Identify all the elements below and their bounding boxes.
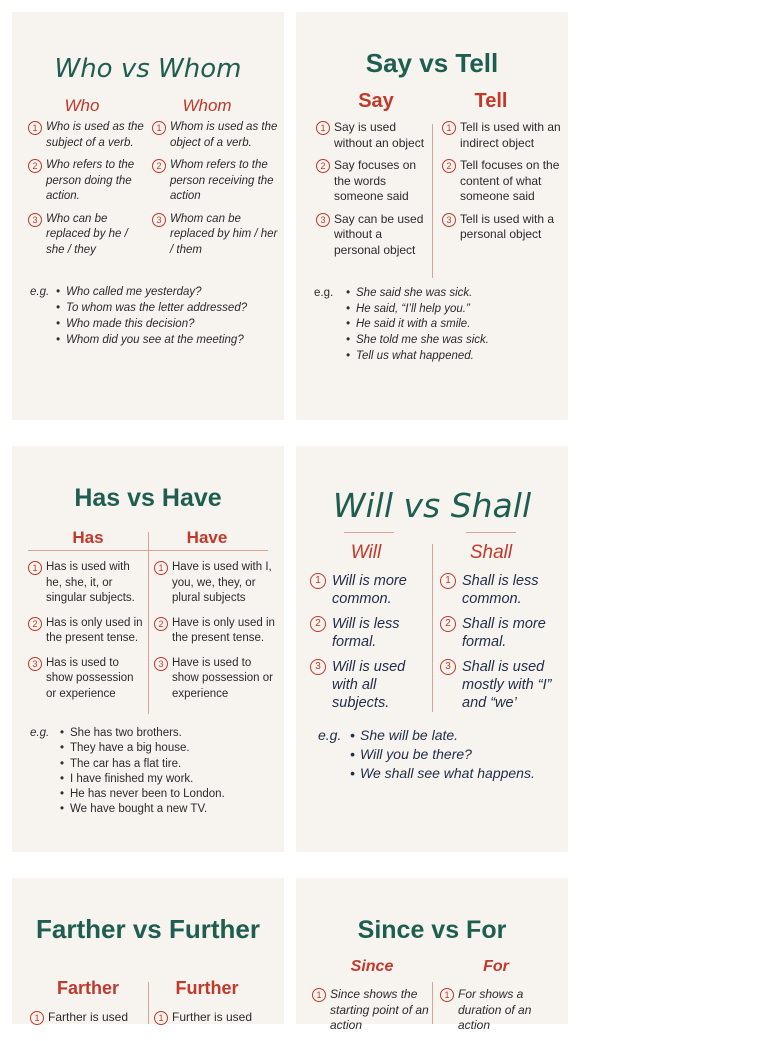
eg-label: e.g.: [314, 287, 334, 299]
example-item: • The car has a flat tire.: [60, 757, 280, 772]
column-divider: [432, 544, 433, 712]
list-item: 1 Farther is used: [30, 1010, 148, 1025]
card-title: Say vs Tell: [365, 48, 499, 78]
example-item: • Will you be there?: [350, 745, 564, 764]
column-header-since: Since: [350, 958, 394, 975]
example-item: • They have a big house.: [60, 741, 280, 756]
card-farther-vs-further: [12, 878, 284, 1024]
column-farther: [30, 1010, 148, 1032]
column-say: [316, 120, 430, 265]
card-say-vs-tell: [296, 12, 568, 420]
card-since-vs-for: [296, 878, 568, 1032]
column-divider: [148, 532, 149, 714]
card-who-vs-whom: [12, 12, 284, 420]
list-item: 2 Say focuses on the words someone said: [316, 158, 430, 205]
eg-label: e.g.: [318, 727, 342, 743]
examples: [314, 286, 564, 365]
list-item: 1 Whom is used as the object of a verb.: [152, 120, 280, 151]
example-item: • She has two brothers.: [60, 726, 280, 741]
list-item: 1 Who is used as the subject of a verb.: [28, 120, 146, 151]
column-who: [28, 120, 146, 265]
column-divider: [432, 982, 433, 1024]
column-header-further: Further: [175, 978, 239, 998]
column-header-has: Has: [72, 528, 104, 547]
list-item: 3 Who can be replaced by he / she / they: [28, 212, 146, 259]
column-tell: [442, 120, 564, 250]
card-will-vs-shall: [296, 446, 568, 852]
example-item: • We have bought a new TV.: [60, 802, 280, 817]
examples: [30, 284, 280, 348]
eg-label: e.g.: [30, 286, 50, 298]
list-item: 3 Say can be used without a personal object: [316, 212, 430, 259]
column-since: [312, 987, 430, 1041]
list-item: 2 Have is only used in the present tense.: [154, 616, 278, 647]
card-title: Since vs For: [357, 916, 507, 944]
example-item: • Who made this decision?: [56, 316, 280, 332]
list-item: 3 Tell is used with a personal object: [442, 212, 564, 243]
column-header-who: Who: [64, 96, 100, 115]
list-item: 3 Whom can be replaced by him / her / them: [152, 212, 280, 259]
examples: [30, 726, 280, 818]
list-item: 2 Whom refers to the person receiving the action: [152, 158, 280, 205]
list-item: 1 Shall is less common.: [440, 572, 564, 608]
card-title: Who vs Whom: [54, 54, 242, 84]
column-header-have: Have: [186, 528, 228, 547]
list-item: 1 Since shows the starting point of an action: [312, 987, 430, 1034]
list-item: 2 Who refers to the person doing the action.: [28, 158, 146, 205]
list-item: 3 Have is used to show possession or experience: [154, 656, 278, 703]
examples: [318, 726, 564, 783]
example-item: • I have finished my work.: [60, 772, 280, 787]
card-has-vs-have: [12, 446, 284, 852]
example-item: • She said she was sick.: [346, 286, 564, 302]
example-item: • To whom was the letter addressed?: [56, 300, 280, 316]
list-item: 1 Will is more common.: [310, 572, 430, 608]
column-header-say: Say: [358, 90, 394, 112]
eg-label: e.g.: [30, 727, 50, 739]
example-item: • He said it with a smile.: [346, 317, 564, 333]
list-item: 2 Tell focuses on the content of what someone said: [442, 158, 564, 205]
example-item: • He said, “I’ll help you.”: [346, 302, 564, 318]
card-title: Farther vs Further: [36, 914, 260, 944]
column-whom: [152, 120, 280, 265]
column-further: [154, 1010, 278, 1032]
list-item: 1 Has is used with he, she, it, or singular subjects.: [28, 560, 146, 607]
example-item: • She will be late.: [350, 726, 564, 745]
example-item: • We shall see what happens.: [350, 764, 564, 783]
header-underline-right: [466, 532, 516, 533]
list-item: 1 Say is used without an object: [316, 120, 430, 151]
column-divider: [148, 982, 149, 1024]
card-title: Has vs Have: [74, 484, 222, 512]
column-divider: [432, 124, 433, 278]
column-header-whom: Whom: [182, 96, 232, 115]
list-item: 1 Have is used with I, you, we, they, or plural subjects: [154, 560, 278, 607]
example-item: • Who called me yesterday?: [56, 284, 280, 300]
example-item: • Whom did you see at the meeting?: [56, 332, 280, 348]
list-item: 3 Has is used to show possession or experience: [28, 656, 146, 703]
column-header-farther: Farther: [56, 978, 119, 998]
list-item: 2 Shall is more formal.: [440, 615, 564, 651]
column-for: [440, 987, 550, 1041]
list-item: 2 Will is less formal.: [310, 615, 430, 651]
column-shall: [440, 572, 564, 719]
example-item: • Tell us what happened.: [346, 349, 564, 365]
list-item: 2 Has is only used in the present tense.: [28, 616, 146, 647]
list-item: 3 Will is used with all subjects.: [310, 658, 430, 712]
list-item: 1 Tell is used with an indirect object: [442, 120, 564, 151]
column-header-for: For: [483, 958, 509, 975]
example-item: • She told me she was sick.: [346, 333, 564, 349]
column-have: [154, 560, 278, 709]
list-item: 3 Shall is used mostly with “I” and “we’: [440, 658, 564, 712]
column-header-tell: Tell: [474, 90, 508, 112]
example-item: • He has never been to London.: [60, 787, 280, 802]
header-underline-left: [344, 532, 394, 533]
card-title: Will vs Shall: [332, 486, 532, 525]
list-item: 1 Further is used: [154, 1010, 278, 1025]
list-item: 1 For shows a duration of an action: [440, 987, 550, 1034]
column-has: [28, 560, 146, 709]
column-header-shall: Shall: [469, 542, 513, 563]
column-header-will: Will: [350, 542, 382, 563]
column-will: [310, 572, 430, 719]
